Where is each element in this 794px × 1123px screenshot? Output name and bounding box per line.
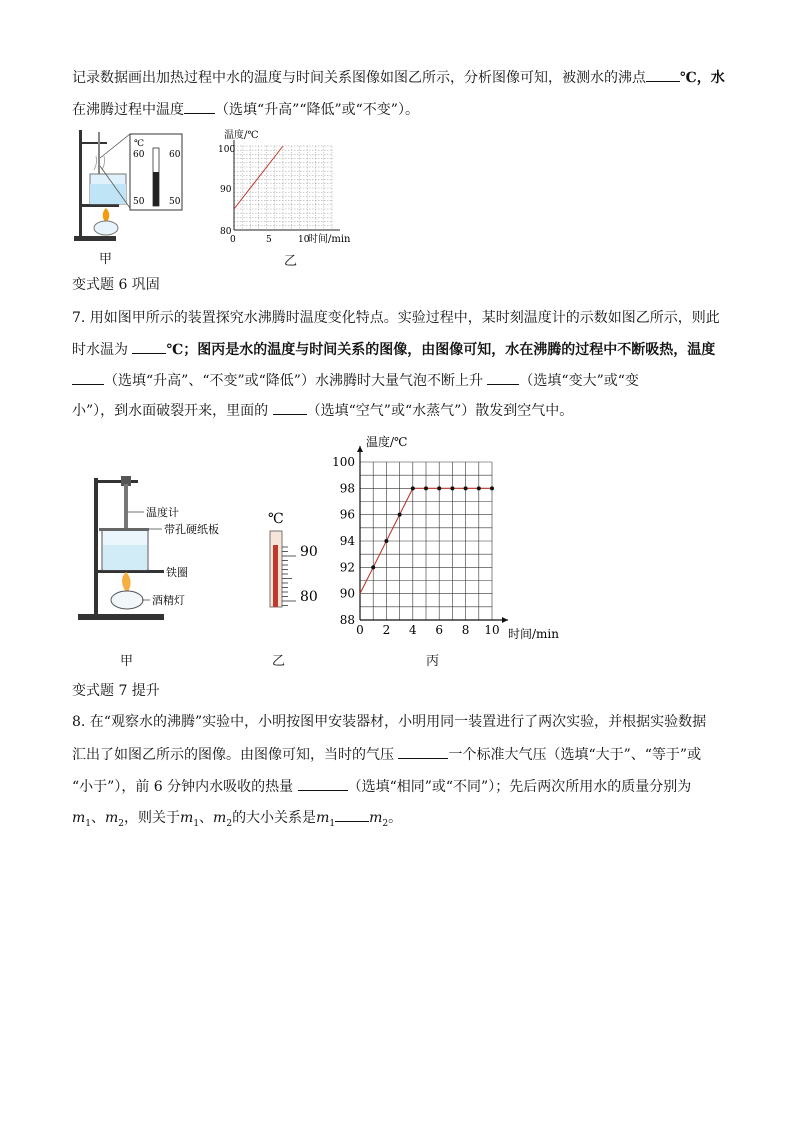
q7-data-point (424, 486, 428, 490)
q8-line-2: 汇出了如图乙所示的图像。由图像可知，当时的气压 一个标准大气压（选填“大于”、“等于”或 (72, 743, 701, 765)
scale-label-top-right: 60 (169, 150, 181, 160)
q7-y-tick: 90 (339, 586, 355, 601)
scale-label-bottom: 50 (133, 197, 145, 207)
q7-caption-yi: 乙 (272, 654, 286, 669)
q7-data-point (371, 565, 375, 569)
answer-blank[interactable] (184, 98, 215, 114)
q7-line-3: （选填“升高”、“不变”或“降低”）水沸腾时大量气泡不断上升 （选填“变大”或“变 (72, 369, 639, 391)
x-axis-arrow (502, 617, 508, 623)
q7-x-tick: 4 (408, 623, 417, 637)
q7-y-tick: 92 (339, 560, 355, 575)
q7-data-point (398, 513, 402, 517)
label-iron-ring: 铁圈 (166, 566, 188, 579)
q7-line-1: 7. 用如图甲所示的装置探究水沸腾时温度变化特点。实验过程中，某时刻温度计的示数如图乙所示，则此 (72, 310, 720, 326)
q6-chart-xlabel: 时间/min (308, 234, 351, 245)
q7-line-2: 时水温为 ℃；图丙是水的温度与时间关系的图像，由图像可知，水在沸腾的过程中不断吸热，温度 (72, 338, 715, 360)
q6-caption-jia: 甲 (99, 252, 113, 267)
q7-data-point (490, 486, 494, 490)
answer-blank[interactable] (487, 369, 519, 385)
q8-line-4: $m_1$、$m_2$，则关于$m_1$、$m_2$的大小关系是$m_1$ $m_2$。 (72, 806, 402, 834)
q7-line-4: 小”），到水面破裂开来，里面的 （选填“空气”或“水蒸气”）散发到空气中。 (72, 399, 573, 421)
q7-chart-xlabel: 时间/min (508, 627, 559, 641)
q6-line-2: 在沸腾过程中温度 （选填“升高”“降低”或“不变”）。 (72, 98, 419, 120)
q6-y-tick-90: 90 (220, 185, 232, 195)
q6-x-tick-10: 10 (298, 235, 310, 245)
q6-apparatus-figure (72, 126, 190, 244)
label-cardboard: 带孔硬纸板 (164, 523, 219, 536)
q7-y-tick: 96 (339, 507, 355, 522)
q7-data-point (437, 486, 441, 490)
q7-data-point (411, 486, 415, 490)
q7-data-point (384, 539, 388, 543)
q7-x-tick: 0 (356, 623, 364, 637)
answer-blank[interactable] (298, 775, 348, 791)
q7-caption-bing: 丙 (426, 654, 440, 669)
q7-data-point (464, 486, 468, 490)
q7-x-tick: 10 (484, 623, 500, 637)
y-axis-arrow (357, 446, 363, 452)
q6-y-tick-80: 80 (220, 227, 232, 237)
q6-line-1: 记录数据画出加热过程中水的温度与时间关系图像如图乙所示，分析图像可知，被测水的沸点 ℃，水 (72, 66, 725, 88)
q7-chart-ylabel: 温度/℃ (366, 435, 408, 449)
q7-data-point (450, 486, 454, 490)
q7-apparatus-figure (72, 470, 252, 622)
q6-caption-yi: 乙 (284, 254, 298, 269)
q7-temperature-chart (330, 432, 570, 646)
answer-blank[interactable] (398, 743, 448, 759)
answer-blank[interactable] (335, 806, 369, 822)
thermometer-label-80: 80 (300, 589, 318, 605)
q7-y-tick: 94 (339, 534, 355, 548)
q6-x-tick-5: 5 (266, 235, 272, 245)
q7-y-tick: 100 (332, 455, 355, 469)
variant-6-title: 变式题 6 巩固 (72, 277, 160, 293)
q7-caption-jia: 甲 (120, 654, 134, 669)
q7-y-tick: 98 (339, 481, 355, 496)
label-thermometer: 温度计 (146, 506, 179, 519)
q6-temperature-chart (210, 128, 350, 248)
q8-line-3: “小于”），前 6 分钟内水吸收的热量 （选填“相同”或“不同”）；先后两次所用水的质量分别为 (72, 775, 691, 797)
thermometer-unit: ℃ (268, 511, 284, 527)
answer-blank[interactable] (132, 338, 166, 354)
scale-unit: ℃ (134, 139, 145, 149)
q7-y-tick: 88 (339, 613, 355, 627)
q7-x-tick: 2 (382, 623, 391, 637)
variant-7-title: 变式题 7 提升 (72, 683, 160, 699)
scale-label-bottom-right: 50 (169, 197, 181, 207)
q6-chart-ylabel: 温度/℃ (224, 130, 259, 141)
q7-x-tick: 6 (435, 623, 444, 637)
answer-blank[interactable] (646, 66, 680, 82)
thermometer-label-90: 90 (300, 544, 318, 560)
answer-blank[interactable] (72, 369, 104, 385)
q8-line-1: 8. 在“观察水的沸腾”实验中，小明按图甲安装器材，小明用同一装置进行了两次实验，并根据实验数据 (72, 714, 707, 730)
answer-blank[interactable] (273, 399, 307, 415)
q6-y-tick-100: 100 (218, 145, 236, 155)
q7-data-point (477, 486, 481, 490)
q7-x-tick: 8 (461, 623, 470, 637)
q6-x-tick-0: 0 (230, 235, 236, 245)
scale-label-top: 60 (133, 150, 145, 160)
label-alcohol-lamp: 酒精灯 (152, 594, 185, 607)
q7-thermometer-figure (256, 505, 326, 613)
